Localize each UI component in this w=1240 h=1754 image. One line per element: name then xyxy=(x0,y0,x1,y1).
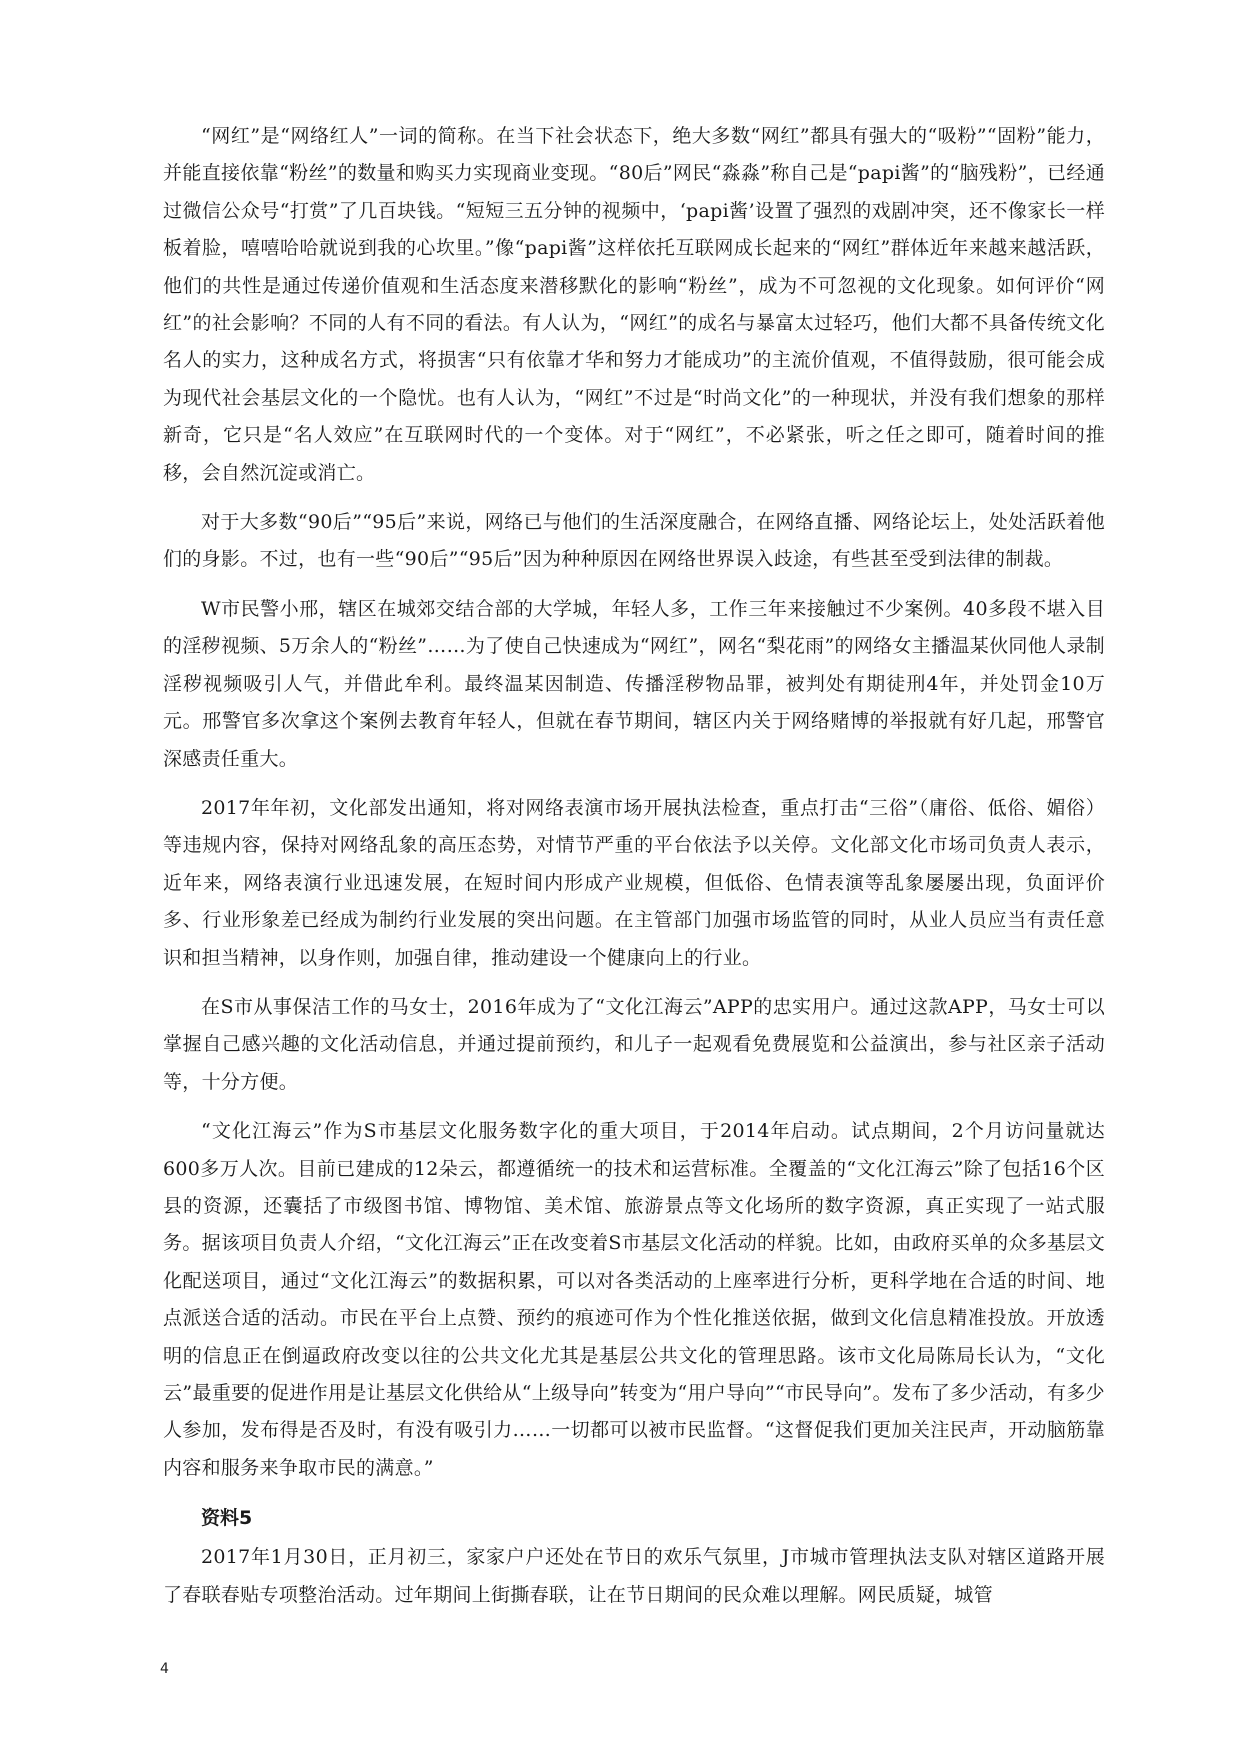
paragraph-spring-couplets: 2017年1月30日，正月初三，家家户户还处在节日的欢乐气氛里，J市城市管理执法支队对辖区道路开展了春联春贴专项整治活动。过年期间上街撕春联，让在节日期间的民众难以理解。网民质疑，城管 xyxy=(163,1546,1105,1606)
page-number: 4 xyxy=(160,1661,169,1677)
section-heading: 资料5 xyxy=(201,1507,253,1530)
paragraph-ms-ma: 在S市从事保洁工作的马女士，2016年成为了“文化江海云”APP的忠实用户。通过这款APP，马女士可以掌握自己感兴趣的文化活动信息，并通过提前预约，和儿子一起观看免费展览和公益演出，参与社区亲子活动等，十分方便。 xyxy=(163,995,1105,1093)
paragraph-ministry-notice: 2017年年初，文化部发出通知，将对网络表演市场开展执法检查，重点打击“三俗”（庸俗、低俗、媚俗）等违规内容，保持对网络乱象的高压态势，对情节严重的平台依法予以关停。文化部文化市场司负责人表示，近年来，网络表演行业迅速发展，在短时间内形成产业规模，但低俗、色情表演等乱象屡屡出现，负面评价多、行业形象差已经成为制约行业发展的突出问题。在主管部门加强市场监管的同时，从业人员应当有责任意识和担当精神，以身作则，加强自律，推动建设一个健康向上的行业。 xyxy=(163,796,1105,969)
document-body xyxy=(163,118,1105,1626)
paragraph-wanghong: “网红”是“网络红人”一词的简称。在当下社会状态下，绝大多数“网红”都具有强大的“吸粉”“固粉”能力，并能直接依靠“粉丝”的数量和购买力实现商业变现。“80后”网民“淼淼”称自己是“papi酱”的“脑残粉”，已经通过微信公众号“打赏”了几百块钱。“短短三五分钟的视频中，‘papi酱’设置了强烈的戏剧冲突，还不像家长一样板着脸，嘻嘻哈哈就说到我的心坎里。”像“papi酱”这样依托互联网成长起来的“网红”群体近年来越来越活跃，他们的共性是通过传递价值观和生活态度来潜移默化的影响“粉丝”，成为不可忽视的文化现象。如何评价“网红”的社会影响？不同的人有不同的看法。有人认为，“网红”的成名与暴富太过轻巧，他们大都不具备传统文化名人的实力，这种成名方式，将损害“只有依靠才华和努力才能成功”的主流价值观，不值得鼓励，很可能会成为现代社会基层文化的一个隐忧。也有人认为，“网红”不过是“时尚文化”的一种现状，并没有我们想象的那样新奇，它只是“名人效应”在互联网时代的一个变体。对于“网红”，不必紧张，听之任之即可，随着时间的推移，会自然沉淀或消亡。 xyxy=(163,125,1105,484)
paragraph-90hou: 对于大多数“90后”“95后”来说，网络已与他们的生活深度融合，在网络直播、网络论坛上，处处活跃着他们的身影。不过，也有一些“90后”“95后”因为种种原因在网络世界误入歧途，有些甚至受到法律的制裁。 xyxy=(163,511,1105,571)
paragraph-w-city-police: W市民警小邢，辖区在城郊交结合部的大学城，年轻人多，工作三年来接触过不少案例。40多段不堪入目的淫秽视频、5万余人的“粉丝”……为了使自己快速成为“网红”，网名“梨花雨”的网络女主播温某伙同他人录制淫秽视频吸引人气，并借此牟利。最终温某因制造、传播淫秽物品罪，被判处有期徒刑4年，并处罚金10万元。邢警官多次拿这个案例去教育年轻人，但就在春节期间，辖区内关于网络赌博的举报就有好几起，邢警官深感责任重大。 xyxy=(163,597,1105,770)
paragraph-culture-cloud: “文化江海云”作为S市基层文化服务数字化的重大项目，于2014年启动。试点期间，2个月访问量就达600多万人次。目前已建成的12朵云，都遵循统一的技术和运营标准。全覆盖的“文化江海云”除了包括16个区县的资源，还囊括了市级图书馆、博物馆、美术馆、旅游景点等文化场所的数字资源，真正实现了一站式服务。据该项目负责人介绍，“文化江海云”正在改变着S市基层文化活动的样貌。比如，由政府买单的众多基层文化配送项目，通过“文化江海云”的数据积累，可以对各类活动的上座率进行分析，更科学地在合适的时间、地点派送合适的活动。市民在平台上点赞、预约的痕迹可作为个性化推送依据，做到文化信息精准投放。开放透明的信息正在倒逼政府改变以往的公共文化尤其是基层公共文化的管理思路。该市文化局陈局长认为，“文化云”最重要的促进作用是让基层文化供给从“上级导向”转变为“用户导向”“市民导向”。发布了多少活动，有多少人参加，发布得是否及时，有没有吸引力……一切都可以被市民监督。“这督促我们更加关注民声，开动脑筋靠内容和服务来争取市民的满意。” xyxy=(163,1120,1105,1479)
